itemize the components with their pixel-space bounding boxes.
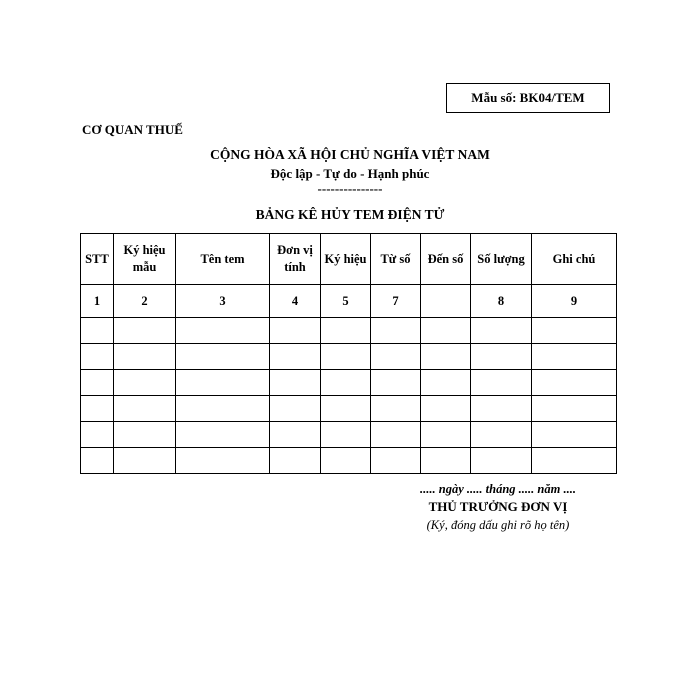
column-number: 2 <box>114 285 176 318</box>
nation-heading: CỘNG HÒA XÃ HỘI CHỦ NGHĨA VIỆT NAM <box>210 147 490 162</box>
table-cell[interactable] <box>421 396 471 422</box>
column-header: Ghi chú <box>532 234 617 285</box>
table-cell[interactable] <box>114 344 176 370</box>
column-header: Tên tem <box>176 234 270 285</box>
form-code-box <box>446 83 610 113</box>
table-row <box>81 396 617 422</box>
table-cell[interactable] <box>81 396 114 422</box>
table-cell[interactable] <box>421 370 471 396</box>
signer-note: (Ký, đóng dấu ghi rõ họ tên) <box>426 518 570 532</box>
column-number: 9 <box>532 285 617 318</box>
column-number-row <box>81 285 617 318</box>
table-row <box>81 422 617 448</box>
column-number: 8 <box>471 285 532 318</box>
table-cell[interactable] <box>270 422 321 448</box>
table-cell[interactable] <box>114 396 176 422</box>
table-cell[interactable] <box>321 448 371 474</box>
table-cell[interactable] <box>421 422 471 448</box>
table-cell[interactable] <box>371 422 421 448</box>
column-header: Ký hiệu <box>321 234 371 285</box>
table-cell[interactable] <box>532 448 617 474</box>
table-cell[interactable] <box>114 370 176 396</box>
table-cell[interactable] <box>371 318 421 344</box>
table-cell[interactable] <box>270 396 321 422</box>
table-cell[interactable] <box>176 448 270 474</box>
table-cell[interactable] <box>270 318 321 344</box>
column-number: 5 <box>321 285 371 318</box>
table-cell[interactable] <box>421 448 471 474</box>
column-header: Đến số <box>421 234 471 285</box>
table-cell[interactable] <box>471 422 532 448</box>
table-cell[interactable] <box>81 344 114 370</box>
table-row <box>81 318 617 344</box>
table-cell[interactable] <box>471 396 532 422</box>
table-cell[interactable] <box>114 422 176 448</box>
table-cell[interactable] <box>532 318 617 344</box>
table-cell[interactable] <box>81 448 114 474</box>
table-row <box>81 344 617 370</box>
table-cell[interactable] <box>471 344 532 370</box>
column-header: Số lượng <box>471 234 532 285</box>
table-cell[interactable] <box>114 318 176 344</box>
table-cell[interactable] <box>176 318 270 344</box>
column-number: 1 <box>81 285 114 318</box>
table-cell[interactable] <box>321 318 371 344</box>
column-number: 4 <box>270 285 321 318</box>
column-header: Đơn vị tính <box>270 234 321 285</box>
table-cell[interactable] <box>270 344 321 370</box>
table-cell[interactable] <box>81 370 114 396</box>
table-cell[interactable] <box>471 448 532 474</box>
document-title: BẢNG KÊ HỦY TEM ĐIỆN TỬ <box>255 207 445 222</box>
table-cell[interactable] <box>371 370 421 396</box>
column-number: 3 <box>176 285 270 318</box>
table-cell[interactable] <box>532 344 617 370</box>
cancellation-table <box>80 233 617 474</box>
table-cell[interactable] <box>321 370 371 396</box>
motto: Độc lập - Tự do - Hạnh phúc <box>270 166 430 181</box>
table-cell[interactable] <box>532 422 617 448</box>
table-cell[interactable] <box>270 370 321 396</box>
table-cell[interactable] <box>176 422 270 448</box>
header-row <box>81 234 617 285</box>
separator: --------------- <box>317 181 383 196</box>
table-cell[interactable] <box>81 422 114 448</box>
table-cell[interactable] <box>532 370 617 396</box>
table-cell[interactable] <box>176 396 270 422</box>
column-number: 7 <box>371 285 421 318</box>
table-cell[interactable] <box>371 396 421 422</box>
agency-label: CƠ QUAN THUẾ <box>82 122 183 137</box>
table-cell[interactable] <box>270 448 321 474</box>
date-line: ..... ngày ..... tháng ..... năm .... <box>420 482 576 496</box>
table-cell[interactable] <box>321 396 371 422</box>
column-header: Từ số <box>371 234 421 285</box>
column-header: Ký hiệu mẫu <box>114 234 176 285</box>
table-row <box>81 448 617 474</box>
column-header: STT <box>81 234 114 285</box>
table-cell[interactable] <box>421 344 471 370</box>
table-cell[interactable] <box>176 370 270 396</box>
table-cell[interactable] <box>371 344 421 370</box>
signer-title: THỦ TRƯỞNG ĐƠN VỊ <box>428 499 568 514</box>
table-cell[interactable] <box>321 422 371 448</box>
column-number <box>421 285 471 318</box>
table-row <box>81 370 617 396</box>
table-cell[interactable] <box>471 370 532 396</box>
table-cell[interactable] <box>421 318 471 344</box>
table-cell[interactable] <box>471 318 532 344</box>
table-cell[interactable] <box>114 448 176 474</box>
form-code: Mẫu số: BK04/TEM <box>471 90 585 105</box>
table-cell[interactable] <box>176 344 270 370</box>
table-cell[interactable] <box>321 344 371 370</box>
table-cell[interactable] <box>371 448 421 474</box>
table-cell[interactable] <box>81 318 114 344</box>
table-cell[interactable] <box>532 396 617 422</box>
